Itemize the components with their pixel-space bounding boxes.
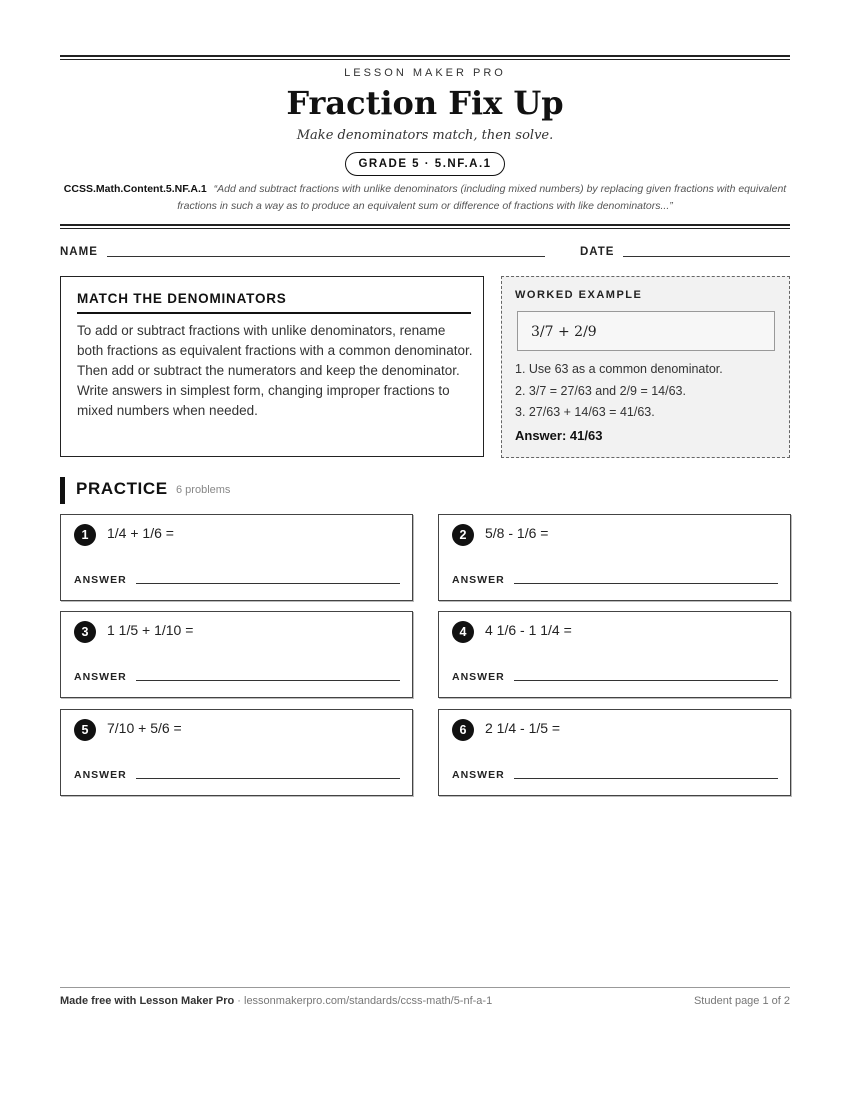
problem-number-badge: 1 (74, 524, 96, 546)
answer-label: ANSWER (74, 769, 127, 781)
problem-number-badge: 4 (452, 621, 474, 643)
worked-example-problem: 3/7 + 2/9 (517, 311, 775, 351)
problem-card-3 (60, 611, 413, 698)
worked-example-step: 1. Use 63 as a common denominator. (515, 362, 723, 376)
name-label: NAME (60, 246, 98, 258)
brand-label: LESSON MAKER PRO (344, 67, 506, 79)
problem-text: 5/8 - 1/6 = (485, 525, 549, 541)
answer-label: ANSWER (74, 574, 127, 586)
instructions-box (60, 276, 484, 457)
header-top-rule (60, 55, 790, 57)
problem-card-4 (438, 611, 791, 698)
problem-card-5 (60, 709, 413, 796)
worksheet-page (60, 0, 790, 1100)
problem-number-badge: 3 (74, 621, 96, 643)
problem-text: 1 1/5 + 1/10 = (107, 622, 194, 638)
problem-card-6 (438, 709, 791, 796)
worksheet-subtitle: Make denominators match, then solve. (296, 128, 554, 143)
answer-label: ANSWER (452, 671, 505, 683)
footer-separator: · (234, 995, 244, 1007)
standard-code: CCSS.Math.Content.5.NF.A.1 (63, 183, 207, 195)
header-bottom-rule (60, 224, 790, 226)
instructions-title-underline (77, 312, 471, 314)
problem-card-1 (60, 514, 413, 601)
answer-label: ANSWER (452, 574, 505, 586)
footer-rule (60, 987, 790, 988)
practice-accent-bar (60, 477, 65, 504)
worksheet-title: Fraction Fix Up (286, 84, 564, 122)
practice-count: 6 problems (176, 484, 231, 496)
practice-title: PRACTICE (76, 479, 168, 498)
footer-made-with: Made free with Lesson Maker Pro (60, 995, 235, 1007)
answer-label: ANSWER (74, 671, 127, 683)
grade-badge: GRADE 5 · 5.NF.A.1 (345, 152, 505, 176)
problem-number-badge: 5 (74, 719, 96, 741)
answer-field[interactable] (136, 680, 400, 681)
problem-text: 4 1/6 - 1 1/4 = (485, 622, 572, 638)
problem-text: 1/4 + 1/6 = (107, 525, 174, 541)
problem-number-badge: 2 (452, 524, 474, 546)
instructions-title: MATCH THE DENOMINATORS (77, 291, 287, 306)
worked-example-answer: Answer: 41/63 (515, 428, 603, 443)
answer-field[interactable] (136, 778, 400, 779)
answer-field[interactable] (514, 680, 778, 681)
date-label: DATE (580, 246, 615, 258)
footer-credit (60, 995, 492, 1007)
standard-text: “Add and subtract fractions with unlike denominators (including mixed numbers) by replacing given fractions with equivalent fractions in such a way as to produce an equivalent sum or difference of fractions with like denominators...” (177, 183, 787, 212)
worked-example-step: 3. 27/63 + 14/63 = 41/63. (515, 405, 655, 419)
name-field[interactable] (107, 256, 545, 257)
date-field[interactable] (623, 256, 790, 257)
problem-card-2 (438, 514, 791, 601)
standard-reference (60, 181, 790, 215)
answer-field[interactable] (514, 778, 778, 779)
problem-number-badge: 6 (452, 719, 474, 741)
instructions-body: To add or subtract fractions with unlike denominators, rename both fractions as equivalent fractions with a common denominator. Then add or subtract the numerators and keep the denominator. Write answers in simplest form, changing improper fractions to mixed numbers when needed. (77, 323, 473, 418)
problem-text: 7/10 + 5/6 = (107, 720, 182, 736)
worked-example-box (501, 276, 790, 458)
answer-label: ANSWER (452, 769, 505, 781)
worked-example-step: 2. 3/7 = 27/63 and 2/9 = 14/63. (515, 383, 686, 398)
worked-example-title: WORKED EXAMPLE (515, 289, 643, 301)
problem-text: 2 1/4 - 1/5 = (485, 720, 561, 736)
answer-field[interactable] (136, 583, 400, 584)
answer-field[interactable] (514, 583, 778, 584)
footer-url-link[interactable]: lessonmakerpro.com/standards/ccss-math/5-nf-a-1 (244, 995, 493, 1007)
worked-example-steps (515, 359, 785, 424)
footer-page-label: Student page 1 of 2 (693, 995, 790, 1007)
